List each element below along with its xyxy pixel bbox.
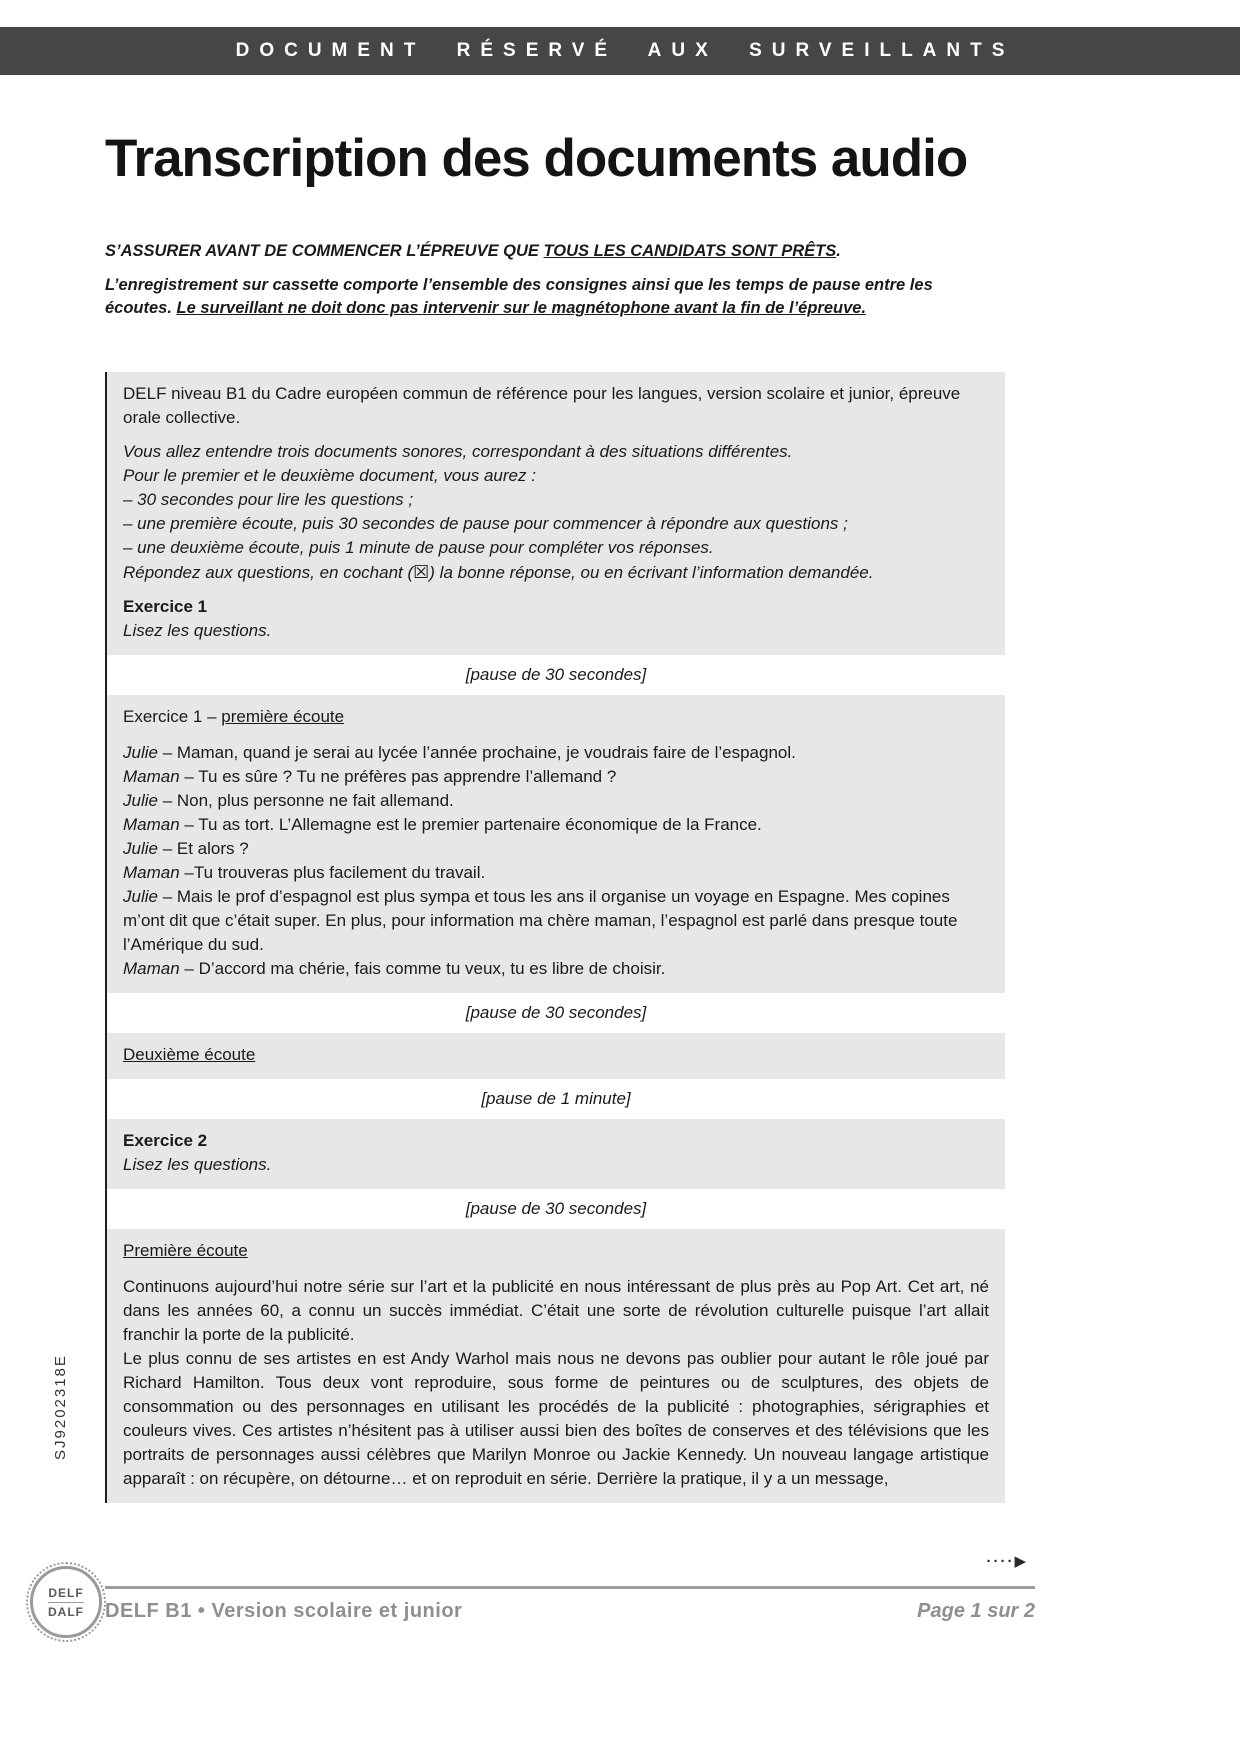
pause-text: [pause de 30 secondes] [465,1003,647,1022]
logo-text-delf: DELF [48,1585,84,1600]
second-listening-label: Deuxième écoute [123,1045,256,1064]
footer-page-number: Page 1 sur 2 [917,1600,1035,1622]
first-listening-label: Première écoute [123,1241,248,1260]
exercise2-instruction: Lisez les questions. [123,1155,272,1174]
footer-rule [105,1586,1035,1589]
speaker-name: Julie [123,839,158,858]
delf-dalf-logo [30,1566,102,1638]
speaker-name: Julie [123,791,158,810]
exercise1-dialogue-block [107,695,1005,993]
dialogue-line [123,885,989,957]
speaker-text: – Non, plus personne ne fait allemand. [157,791,454,810]
listening-heading-underlined: première écoute [221,707,345,726]
exercise1-instruction: Lisez les questions. [123,621,272,640]
print-reference-code: SJ9202318E [52,1354,69,1460]
speaker-text: – Et alors ? [157,839,249,858]
supervisor-notice [105,240,975,320]
speaker-text: – Maman, quand je serai au lycée l’année prochaine, je voudrais faire de l’espagnol. [157,743,796,762]
dialogue-line [123,861,989,885]
pause-text: [pause de 30 secondes] [465,1199,647,1218]
dialogue-line [123,765,989,789]
checked-box-icon: ☒ [413,562,430,582]
dialogue-line [123,957,989,981]
notice-line1-post: . [836,242,841,260]
listening-heading-pre: Exercice 1 – [123,707,222,726]
speaker-text: – D’accord ma chérie, fais comme tu veux, tu es libre de choisir. [179,959,666,978]
notice-line-candidates [105,240,975,263]
speaker-name: Julie [123,743,158,762]
check-line-post: ) la bonne réponse, ou en écrivant l’information demandée. [429,563,874,582]
logo-divider [48,1602,84,1603]
logo-text-dalf: DALF [48,1604,84,1619]
intro-heading: DELF niveau B1 du Cadre européen commun de référence pour les langues, version scolaire et junior, épreuve orale collective. [123,384,961,427]
second-listening-block [107,1033,1005,1079]
intro-block [107,372,1005,655]
transcript-paragraph: Continuons aujourd’hui notre série sur l’art et la publicité en nous intéressant de plus près au Pop Art. Cet art, né dans les années 60, a connu un succès immédiat. C’était une sorte de révolution culturelle puisque l’art allait franchir la porte de la publicité. [123,1277,989,1344]
page-title: Transcription des documents audio [105,129,968,188]
dialogue-line [123,789,989,813]
speaker-text: – Mais le prof d’espagnol est plus sympa et tous les ans il organise un voyage en Espagne. Mes copines m’ont dit que c’était super. En plus, pour information ma chère maman, l’espagnol est parlé dans presque toute l’Amérique du sud. [123,887,958,954]
exercise1-intro [123,595,989,643]
speaker-name: Julie [123,887,158,906]
exercise1-label: Exercice 1 [123,597,208,616]
consigne-line: – une première écoute, puis 30 secondes de pause pour commencer à répondre aux questions ; [123,514,848,533]
speaker-name: Maman [123,959,180,978]
consigne-line: – 30 secondes pour lire les questions ; [123,490,414,509]
confidential-banner-text: DOCUMENT RÉSERVÉ AUX SURVEILLANTS [235,40,1015,61]
pause-row-4 [107,1189,1005,1229]
notice-line1-pre: S’ASSURER AVANT DE COMMENCER L’ÉPREUVE QUE [105,242,544,260]
pause-text: [pause de 1 minute] [481,1089,631,1108]
transcript-body [105,372,1005,1503]
consigne-line: Vous allez entendre trois documents sonores, correspondant à des situations différentes. [123,442,793,461]
consigne-line: – une deuxième écoute, puis 1 minute de pause pour compléter vos réponses. [123,538,714,557]
exercise2-label: Exercice 2 [123,1131,208,1150]
check-line-pre: Répondez aux questions, en cochant ( [123,563,414,582]
dialogue-line [123,741,989,765]
notice-line2-underlined: Le surveillant ne doit donc pas intervenir sur le magnétophone avant la fin de l’épreuve. [176,299,867,317]
pause-row-3 [107,1079,1005,1119]
intro-consignes [123,440,989,585]
speaker-text: – Tu as tort. L’Allemagne est le premier partenaire économique de la France. [179,815,762,834]
continuation-arrow-icon: ····▶ [986,1553,1028,1570]
consigne-check-line [123,560,989,585]
confidential-banner [0,27,1240,75]
notice-line1-underlined: TOUS LES CANDIDATS SONT PRÊTS [543,242,837,260]
exercise1-dialogue [123,741,989,981]
notice-line-recording [105,274,975,320]
transcript-paragraph: Le plus connu de ses artistes en est Andy Warhol mais nous ne devons pas oublier pour autant le rôle joué par Richard Hamilton. Tous deux vont reproduire, sous forme de peintures ou de sculptures, des objets de consommation ou des personnages en utilisant les procédés de la publicité : photographies, sérigraphies et couleurs vives. Ces artistes n’hésitent pas à utiliser aussi bien des boîtes de conserves et des télévisions que les portraits de personnages aussi célèbres que Marilyn Monroe ou Jackie Kennedy. Un nouveau langage artistique apparaît : on récupère, on détourne… et on reproduit en série. Derrière la pratique, il y a un message, [123,1349,989,1488]
speaker-text: – Tu es sûre ? Tu ne préfères pas apprendre l’allemand ? [179,767,617,786]
speaker-name: Maman [123,863,180,882]
speaker-text: –Tu trouveras plus facilement du travail. [179,863,486,882]
first-listening-heading [123,1239,989,1263]
dialogue-line [123,813,989,837]
dialogue-line [123,837,989,861]
second-listening-heading [123,1043,989,1067]
footer-document-label: DELF B1 • Version scolaire et junior [105,1600,463,1622]
pause-text: [pause de 30 secondes] [465,665,647,684]
exercise1-listening-heading [123,705,989,729]
notice-line2-pre: L’enregistrement sur cassette comporte l’ensemble des consignes ainsi que les temps de pause entre les écoutes. [105,276,933,317]
exercise2-transcript-block [107,1229,1005,1503]
pause-row-2 [107,993,1005,1033]
exercise2-intro-block [107,1119,1005,1189]
speaker-name: Maman [123,767,180,786]
consigne-line: Pour le premier et le deuxième document, vous aurez : [123,466,536,485]
speaker-name: Maman [123,815,180,834]
pause-row-1 [107,655,1005,695]
